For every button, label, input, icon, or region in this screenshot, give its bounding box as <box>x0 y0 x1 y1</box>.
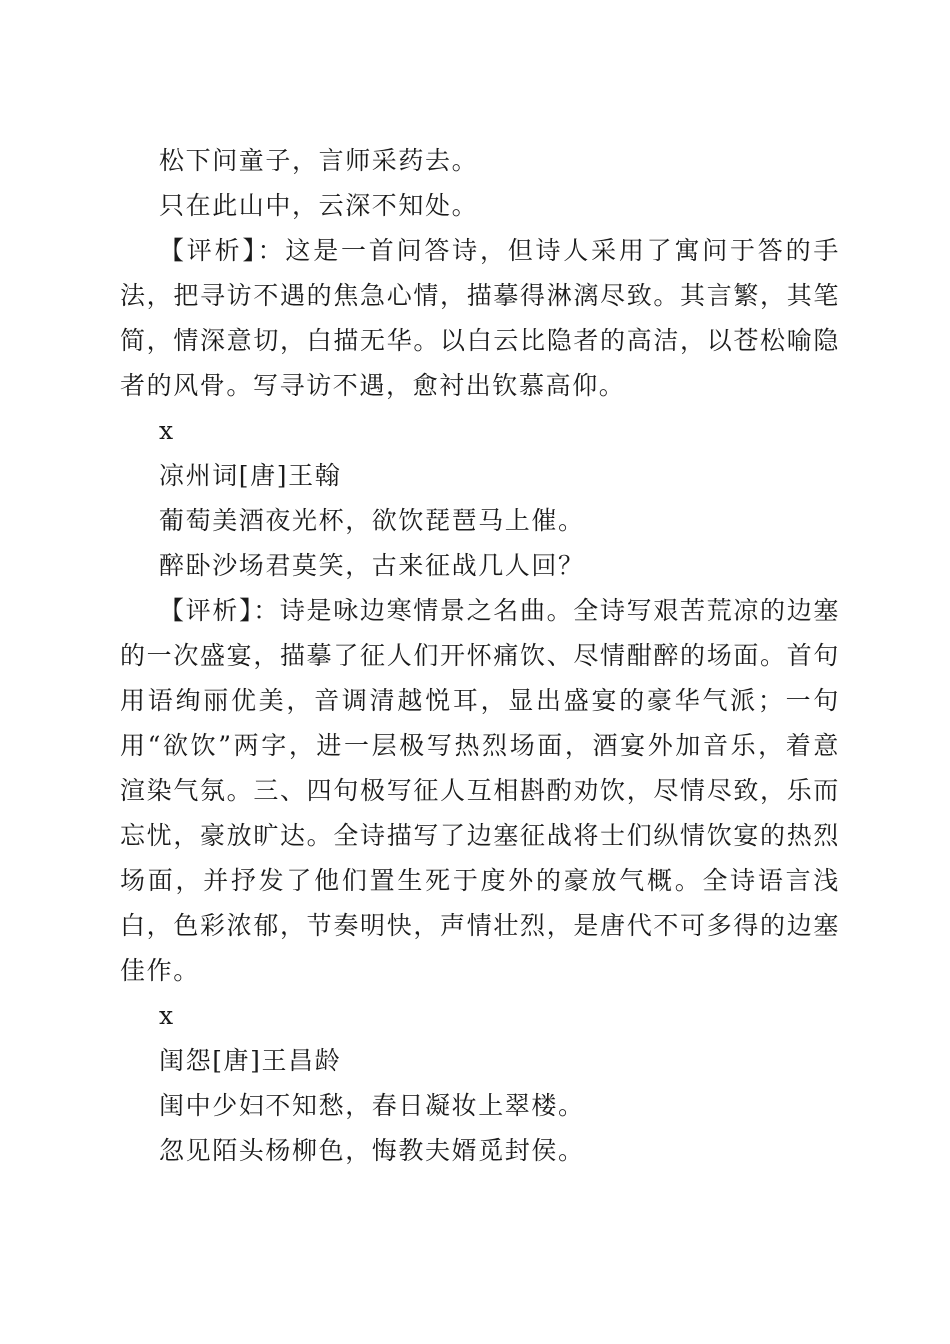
poem-title: 凉州词[唐]王翰 <box>159 461 342 490</box>
poem-line: 松下问童子，言师采药去。 <box>159 146 479 175</box>
separator-mark: x <box>159 1001 174 1030</box>
poem-line: 闺中少妇不知愁，春日凝妆上翠楼。 <box>159 1091 585 1120</box>
separator-mark: x <box>159 416 174 445</box>
poem-line: 忽见陌头杨柳色，悔教夫婿觅封侯。 <box>159 1136 585 1165</box>
analysis-paragraph: 【评析】：诗是咏边寒情景之名曲。全诗写艰苦荒凉的边塞的一次盛宴，描摹了征人们开怀痛饮、尽情酣醉的场面。首句用语绚丽优美，音调清越悦耳，显出盛宴的豪华气派；一句用“欲饮”两字，进一层极写热烈场面，酒宴外加音乐，着意渲染气氛。三、四句极写征人互相斟酌劝饮，尽情尽致，乐而忘忧，豪放旷达。全诗描写了边塞征战将士们纵情饮宴的热烈场面，并抒发了他们置生死于度外的豪放气概。全诗语言浅白，色彩浓郁，节奏明快，声情壮烈，是唐代不可多得的边塞佳作。 <box>120 596 840 985</box>
poem-line: 只在此山中，云深不知处。 <box>159 191 479 220</box>
poem-line: 醉卧沙场君莫笑，古来征战几人回？ <box>159 551 585 580</box>
analysis-paragraph: 【评析】：这是一首问答诗，但诗人采用了寓问于答的手法，把寻访不遇的焦急心情，描摹得淋漓尽致。其言繁，其笔简，情深意切，白描无华。以白云比隐者的高洁，以苍松喻隐者的风骨。写寻访不遇，愈衬出钦慕高仰。 <box>120 236 840 400</box>
document-body <box>120 138 840 1173</box>
poem-line: 葡萄美酒夜光杯，欲饮琵琶马上催。 <box>159 506 585 535</box>
poem-title: 闺怨[唐]王昌龄 <box>159 1046 342 1075</box>
